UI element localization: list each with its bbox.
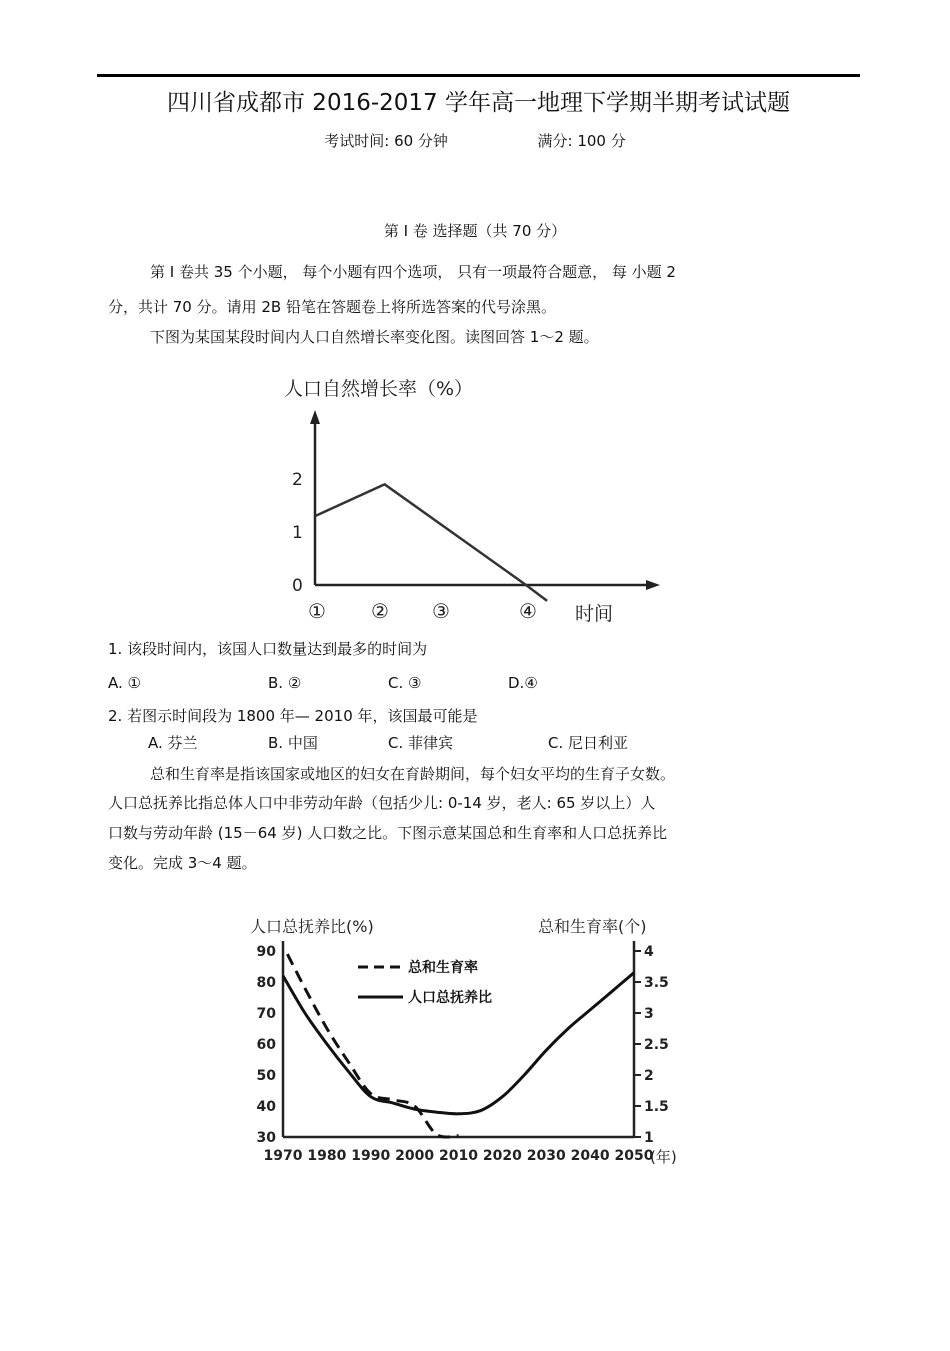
q1-option-b: B. ②: [268, 674, 302, 692]
chart2-xtick-label: 2010: [439, 1148, 478, 1164]
chart2-ylabel: 人口总抚养比(%): [250, 917, 374, 936]
q2-option-b: B. 中国: [268, 734, 318, 752]
page-title: 四川省成都市 2016-2017 学年高一地理下学期半期考试试题: [167, 90, 790, 116]
chart2-y2label: 总和生育率(个): [538, 917, 647, 936]
chart2-ytick-label: 80: [256, 975, 276, 991]
q2-option-a: A. 芬兰: [148, 734, 198, 752]
chart1-series-line: [315, 484, 547, 601]
chart2-xtick-label: 2040: [570, 1148, 610, 1164]
chart1-xtick-label: ①: [308, 599, 326, 623]
chart2-y2tick-label: 1: [644, 1130, 654, 1146]
q2-option-c: C. 菲律宾: [388, 734, 454, 752]
chart2-y2tick-label: 4: [644, 944, 654, 960]
chart1-ylabel: 人口自然增长率（%）: [284, 378, 474, 400]
chart1-intro: 下图为某国某段时间内人口自然增长率变化图。读图回答 1～2 题。: [150, 328, 599, 346]
chart1-ytick-label: 1: [292, 523, 303, 543]
chart2-ytick-label: 70: [256, 1006, 276, 1022]
chart1-ytick-label: 2: [292, 470, 303, 490]
chart2-xtick-label: 2050: [614, 1148, 654, 1164]
top-rule: [97, 74, 860, 77]
chart2-xtick-label: 2030: [526, 1148, 566, 1164]
passage2-line-3: 口数与劳动年龄 (15－64 岁) 人口数之比。下图示意某国总和生育率和人口总抚养比: [108, 824, 668, 842]
exam-score: 满分: 100 分: [537, 132, 626, 150]
q2-option-d: C. 尼日利亚: [548, 734, 629, 752]
chart2-xlabel: (年): [650, 1148, 677, 1166]
chart2-ytick-label: 30: [256, 1130, 276, 1146]
dependency-fertility-chart: [240, 905, 710, 1175]
passage2-line-4: 变化。完成 3～4 题。: [108, 854, 257, 872]
chart1-xtick-label: ③: [432, 599, 450, 623]
chart2-ytick-label: 90: [256, 944, 276, 960]
exam-time: 考试时间: 60 分钟: [324, 132, 448, 150]
question-1-stem: 1. 该段时间内，该国人口数量达到最多的时间为: [108, 640, 428, 658]
legend-fertility-label: 总和生育率: [408, 960, 478, 976]
chart2-ytick-label: 60: [256, 1037, 276, 1053]
chart1-xtick-label: ②: [371, 599, 389, 623]
chart2-y2tick-label: 1.5: [644, 1099, 669, 1115]
chart2-y2tick-label: 3: [644, 1006, 654, 1022]
instruction-line-2: 分，共计 70 分。请用 2B 铅笔在答题卷上将所选答案的代号涂黑。: [108, 298, 556, 316]
section-heading: 第 I 卷 选择题（共 70 分）: [383, 222, 567, 240]
passage2-line-2: 人口总抚养比指总体人口中非劳动年龄（包括少儿: 0-14 岁，老人: 65 岁以上）人: [108, 794, 656, 812]
q1-option-a: A. ①: [108, 674, 141, 692]
chart2-y2tick-label: 2: [644, 1068, 654, 1084]
chart2-ytick-label: 50: [256, 1068, 276, 1084]
question-2-stem: 2. 若图示时间段为 1800 年— 2010 年，该国最可能是: [108, 707, 478, 725]
chart1-x-arrow: [646, 580, 660, 590]
instruction-line-1: 第 I 卷共 35 个小题， 每个小题有四个选项， 只有一项最符合题意， 每 小题 2: [150, 263, 676, 281]
chart2-xtick-label: 2000: [395, 1148, 435, 1164]
chart2-xtick-label: 1990: [351, 1148, 391, 1164]
chart2-y2tick-label: 2.5: [644, 1037, 669, 1053]
chart1-xlabel: 时间: [575, 603, 614, 625]
q1-option-d: D.④: [508, 674, 538, 692]
chart2-y2tick-label: 3.5: [644, 975, 669, 991]
chart2-legend: [358, 959, 492, 1006]
growth-rate-chart: [270, 370, 670, 630]
q1-option-c: C. ③: [388, 674, 422, 692]
chart1-xtick-label: ④: [519, 599, 537, 623]
chart1-ytick-label: 0: [292, 576, 303, 596]
exam-meta: [0, 130, 950, 151]
chart2-xtick-label: 1970: [263, 1148, 303, 1164]
chart2-xtick-label: 1980: [307, 1148, 347, 1164]
chart2-xtick-label: 2020: [482, 1148, 522, 1164]
legend-dependency-label: 人口总抚养比: [408, 990, 492, 1006]
chart2-ytick-label: 40: [256, 1099, 276, 1115]
chart1-y-arrow: [310, 410, 320, 424]
passage2-line-1: 总和生育率是指该国家或地区的妇女在育龄期间，每个妇女平均的生育子女数。: [150, 765, 676, 783]
series-fertility-rate: [287, 954, 458, 1137]
